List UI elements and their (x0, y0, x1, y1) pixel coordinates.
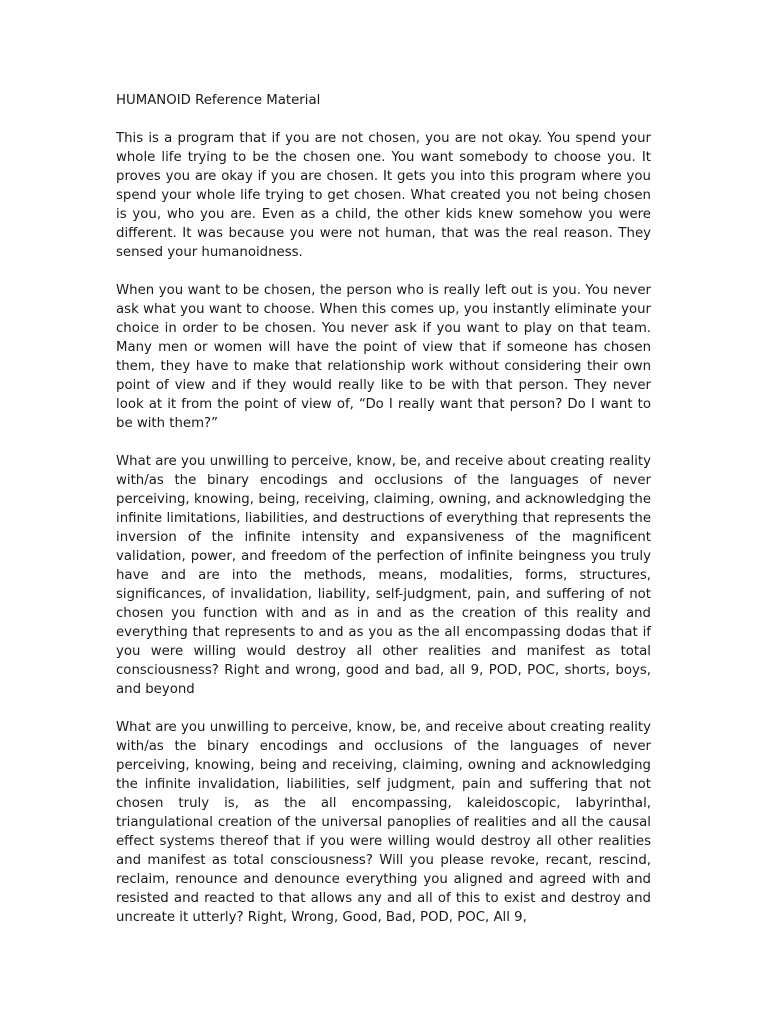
paragraph-3: What are you unwilling to perceive, know, be, and receive about creating reality with/as the binary encodings and occlusions of the languages of never perceiving, knowing, being, receiving, claiming, owning, and acknowledging the infinite limitations, liabilities, and destructions of everything that represents the inversion of the infinite intensity and expansiveness of the magnificent validation, power, and freedom of the perfection of infinite beingness you truly have and are into the methods, means, modalities, forms, structures, significances, of invalidation, liability, self-judgment, pain, and suffering of not chosen you function with and as in and as the creation of this reality and everything that represents to and as you as the all encompassing dodas that if you were willing would destroy all other realities and manifest as total consciousness? Right and wrong, good and bad, all 9, POD, POC, shorts, boys, and beyond (116, 454, 651, 697)
paragraph-4: What are you unwilling to perceive, know, be, and receive about creating reality with/as the binary encodings and occlusions of the languages of never perceiving, knowing, being and receiving, claiming, owning and acknowledging the infinite invalidation, liabilities, self judgment, pain and suffering that not chosen truly is, as the all encompassing, kaleidoscopic, labyrinthal, triangulational creation of the universal panoplies of realities and all the causal effect systems thereof that if you were willing would destroy all other realities and manifest as total consciousness? Will you please revoke, recant, rescind, reclaim, renounce and denounce everything you aligned and agreed with and resisted and reacted to that allows any and all of this to exist and destroy and uncreate it utterly? Right, Wrong, Good, Bad, POD, POC, All 9, (116, 720, 651, 925)
document-page (116, 91, 651, 946)
document-title: HUMANOID Reference Material (116, 93, 321, 108)
paragraph-2: When you want to be chosen, the person who is really left out is you. You never ask what you want to choose. When this comes up, you instantly eliminate your choice in order to be chosen. You never ask if you want to play on that team. Many men or women will have the point of view that if someone has chosen them, they have to make that relationship work without considering their own point of view and if they would really like to be with that person. They never look at it from the point of view of, “Do I really want that person? Do I want to be with them?” (116, 283, 651, 431)
paragraph-1: This is a program that if you are not chosen, you are not okay. You spend your whole life trying to be the chosen one. You want somebody to choose you. It proves you are okay if you are chosen. It gets you into this program where you spend your whole life trying to get chosen. What created you not being chosen is you, who you are. Even as a child, the other kids knew somehow you were different. It was because you were not human, that was the real reason. They sensed your humanoidness. (116, 131, 651, 260)
